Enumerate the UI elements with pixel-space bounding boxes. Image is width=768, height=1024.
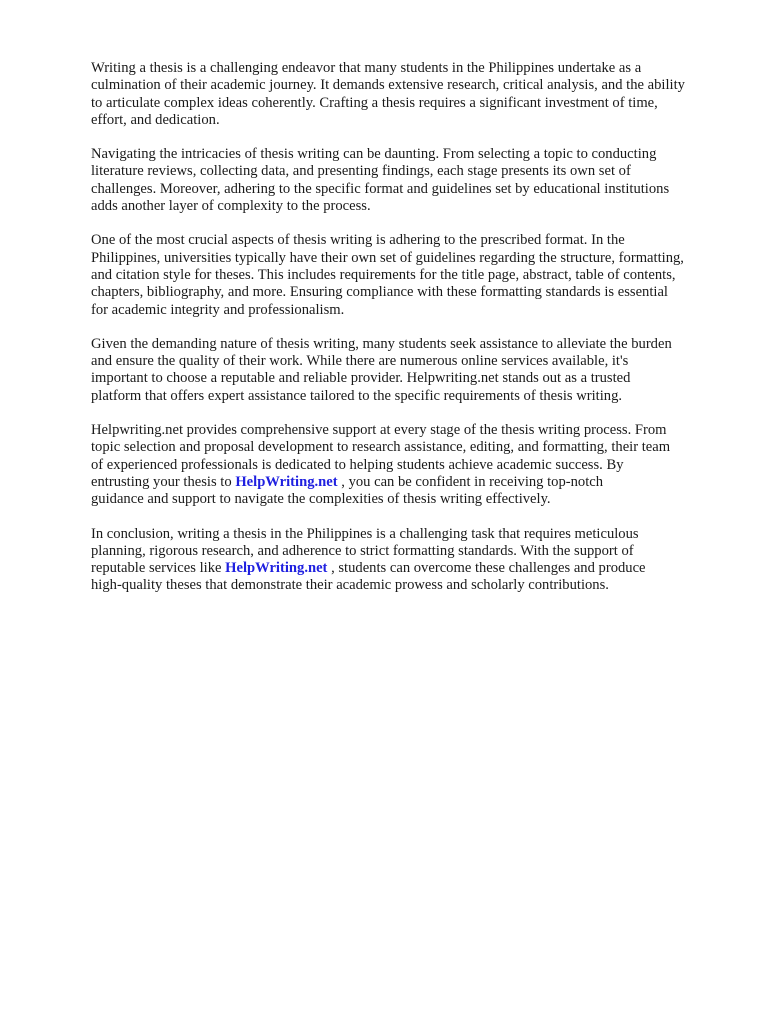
- paragraph-assistance: Given the demanding nature of thesis writing, many students seek assistance to alleviate the burden and ensure the quality of their work. While there are numerous online services available, it's important to choose a reputable and reliable provider. Helpwriting.net stands out as a trusted platform that offers expert assistance tailored to the specific requirements of thesis writing.: [91, 335, 672, 404]
- paragraph-challenges: Navigating the intricacies of thesis writing can be daunting. From selecting a topic to conducting literature reviews, collecting data, and presenting findings, each stage presents its own set of challenges. Moreover, adhering to the specific format and guidelines set by educational institutions adds another layer of complexity to the process.: [91, 146, 670, 215]
- paragraph-helpwriting-text-start: Helpwriting.net provides comprehensive support at every stage of the thesis writing process. From topic selection and proposal development to research assistance, editing, and formatting, their team of experienced professionals is dedicated to helping students achieve academic success. By entrusting your thesis to: [91, 422, 671, 490]
- paragraph-format: One of the most crucial aspects of thesis writing is adhering to the prescribed format. In the Philippines, universities typically have their own set of guidelines regarding the structure, formatting, and citation style for theses. This includes requirements for the title page, abstract, table of contents, chapters, bibliography, and more. Ensuring compliance with these formatting standards is essential for academic integrity and professionalism.: [91, 232, 684, 318]
- paragraph-conclusion: [91, 526, 731, 595]
- paragraph-conclusion-text-start: In conclusion, writing a thesis in the Philippines is a challenging task that requires meticulous planning, rigorous research, and adherence to strict formatting standards. With the support of reputable services like: [91, 525, 639, 577]
- paragraph-helpwriting-text-end: , you can be confident in receiving top-notch guidance and support to navigate the complexities of thesis writing effectively.: [91, 473, 604, 508]
- helpwriting-link[interactable]: HelpWriting.net: [235, 473, 338, 490]
- document-page: [91, 60, 731, 612]
- paragraph-intro: Writing a thesis is a challenging endeavor that many students in the Philippines undertake as a culmination of their academic journey. It demands extensive research, critical analysis, and the ability to articulate complex ideas coherently. Crafting a thesis requires a significant investment of time, effort, and dedication.: [91, 60, 685, 128]
- paragraph-conclusion-text-end: , students can overcome these challenges and produce high-quality theses that demonstrate their academic prowess and scholarly contributions.: [91, 560, 646, 594]
- helpwriting-link-conclusion[interactable]: HelpWriting.net: [225, 560, 328, 577]
- paragraph-helpwriting: [91, 422, 731, 508]
